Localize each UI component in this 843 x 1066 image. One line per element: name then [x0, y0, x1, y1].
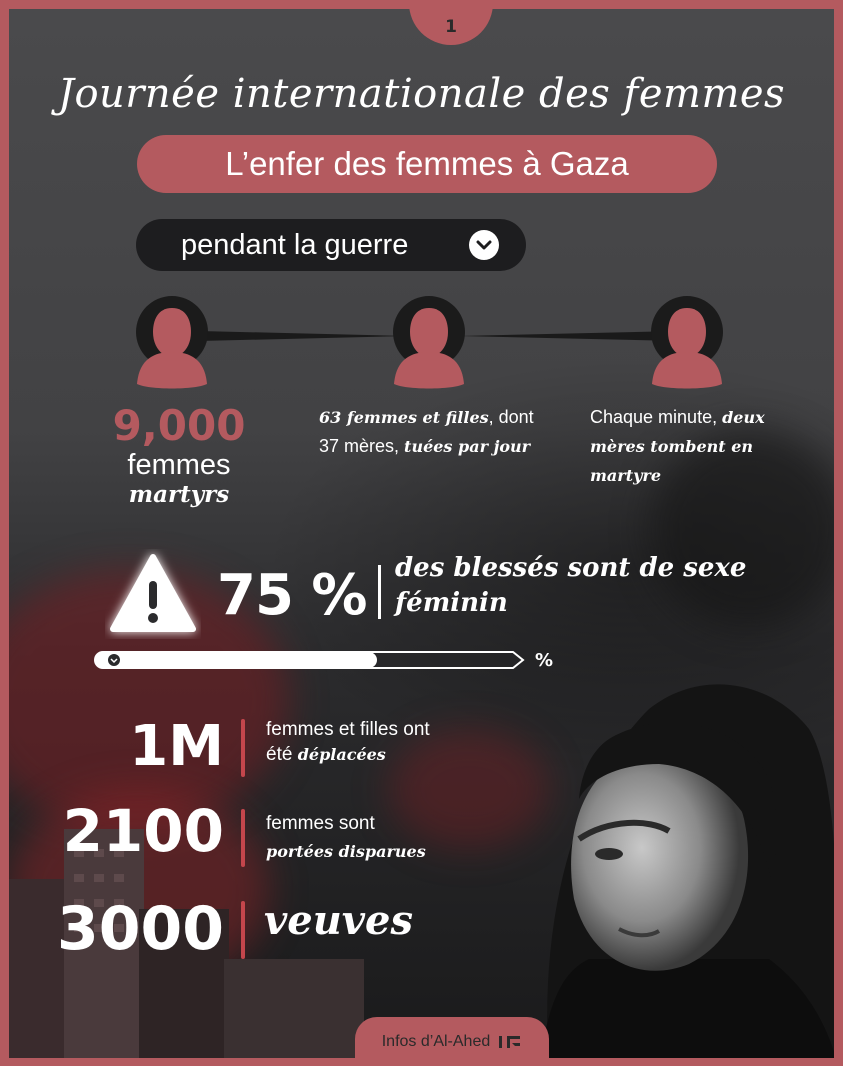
page-title: Journée internationale des femmes	[57, 71, 786, 117]
displaced-bold: déplacées	[297, 745, 386, 764]
missing-count: 2100	[62, 797, 224, 865]
warning-icon	[105, 549, 201, 639]
section-heading[interactable]	[136, 219, 526, 271]
daily-deaths-mid: , dont 37 mères,	[319, 407, 534, 456]
percent-sign: %	[535, 650, 554, 671]
woman-portrait	[509, 669, 834, 1058]
subtitle-text: L’enfer des femmes à Gaza	[225, 145, 629, 182]
displaced-line1: femmes et filles ont	[266, 719, 430, 740]
per-minute-text	[590, 403, 786, 490]
injured-percent: 75 %	[217, 563, 367, 628]
progress-fill	[95, 652, 377, 668]
missing-text	[266, 811, 486, 864]
footer-brand	[355, 1017, 549, 1058]
displaced-text	[266, 717, 486, 767]
displaced-line2-prefix: été	[266, 744, 298, 765]
missing-bold: portées disparues	[266, 842, 426, 861]
red-tick	[241, 901, 245, 959]
injured-text: des blessés sont de sexe féminin	[395, 553, 747, 618]
subtitle-banner	[137, 135, 717, 193]
divider	[378, 565, 381, 619]
widows-text: veuves	[264, 897, 413, 944]
martyrs-label-bold: martyrs	[128, 481, 230, 508]
page-number: 1	[445, 17, 457, 37]
per-minute-intro: Chaque minute,	[590, 407, 723, 427]
per-minute-bold: deux mères tombent en martyre	[590, 408, 765, 485]
red-tick	[241, 809, 245, 867]
woman-avatar-icon	[129, 294, 215, 392]
woman-avatar-icon	[386, 294, 472, 392]
red-tick	[241, 719, 245, 777]
martyrs-label: femmes	[127, 449, 231, 481]
daily-deaths-text	[319, 403, 549, 461]
chevron-down-icon[interactable]	[469, 230, 499, 260]
missing-line1: femmes sont	[266, 813, 375, 834]
injured-progress-bar	[93, 650, 525, 670]
widows-count: 3000	[57, 894, 224, 964]
displaced-count: 1M	[129, 714, 224, 779]
section-heading-text: pendant la guerre	[181, 228, 409, 261]
brand-logo-icon	[498, 1034, 522, 1050]
daily-deaths-bold-end: tuées par jour	[404, 437, 531, 456]
displaced-line2	[266, 742, 486, 767]
infographic-frame	[9, 9, 834, 1058]
footer-text: Infos d’Al-Ahed	[381, 1033, 491, 1050]
daily-deaths-bold: 63 femmes et filles	[319, 408, 489, 427]
martyrs-count: 9,000	[112, 401, 246, 450]
woman-avatar-icon	[644, 294, 730, 392]
page-number-tab	[409, 9, 493, 45]
